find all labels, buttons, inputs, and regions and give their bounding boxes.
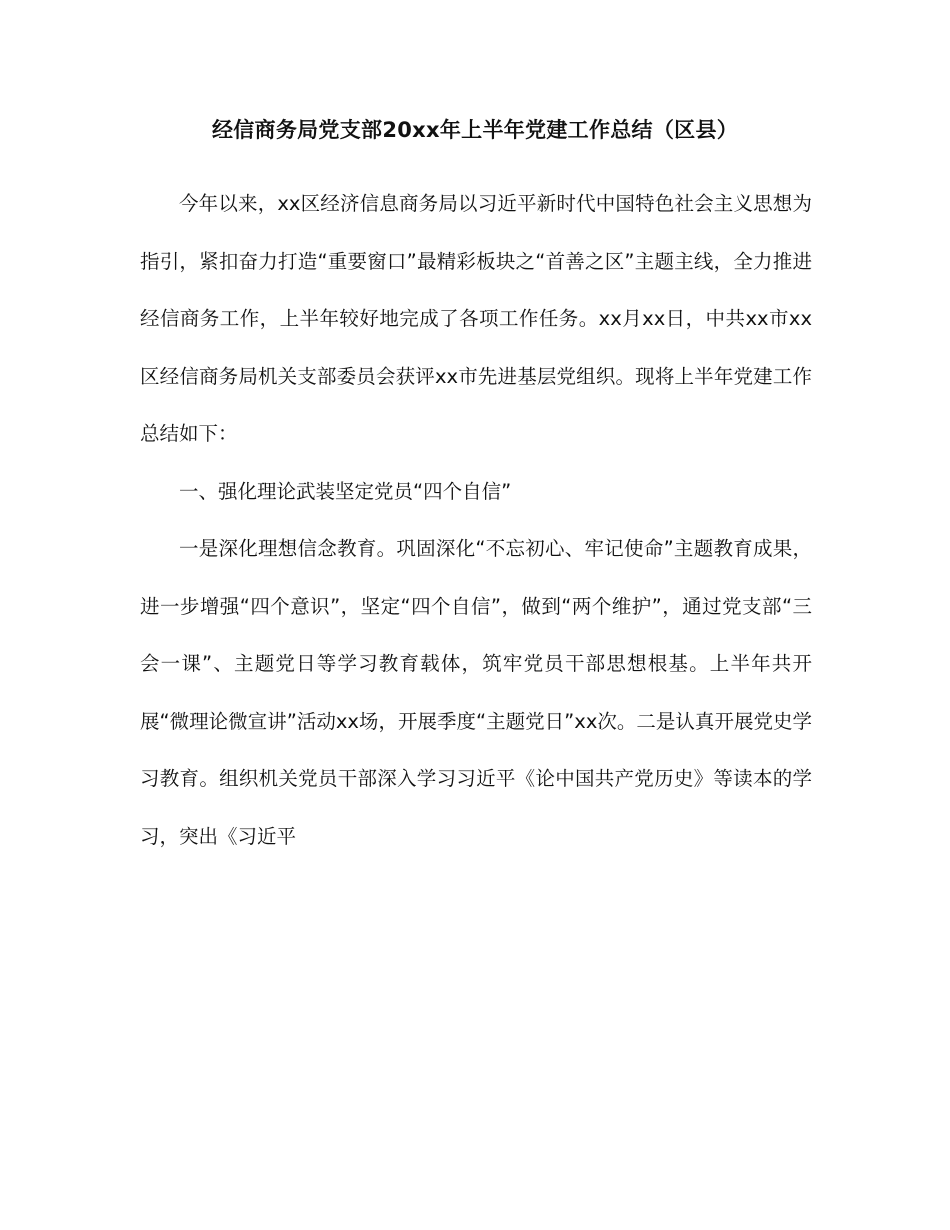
document-title: 经信商务局党支部20xx年上半年党建工作总结（区县） — [211, 118, 739, 142]
section-heading-1: 一、强化理论武装坚定党员“四个自信” — [179, 479, 512, 503]
paragraph-section-1: 一是深化理想信念教育。巩固深化“不忘初心、牢记使命”主题教育成果，进一步增强“四个意识”，坚定“四个自信”，做到“两个维护”，通过党支部“三会一课”、主题党日等学习教育载体，筑牢党员干部思想根基。上半年共开展“微理论微宣讲”活动xx场，开展季度“主题党日”xx次。二是认真开展党史学习教育。组织机关党员干部深入学习习近平《论中国共产党历史》等读本的学习，突出《习近平 — [140, 537, 812, 848]
paragraph-intro: 今年以来，xx区经济信息商务局以习近平新时代中国特色社会主义思想为指引，紧扣奋力打造“重要窗口”最精彩板块之“首善之区”主题主线，全力推进经信商务工作，上半年较好地完成了各项工作任务。xx月xx日，中共xx市xx区经信商务局机关支部委员会获评xx市先进基层党组织。现将上半年党建工作总结如下： — [140, 192, 812, 445]
document-body — [140, 175, 812, 865]
